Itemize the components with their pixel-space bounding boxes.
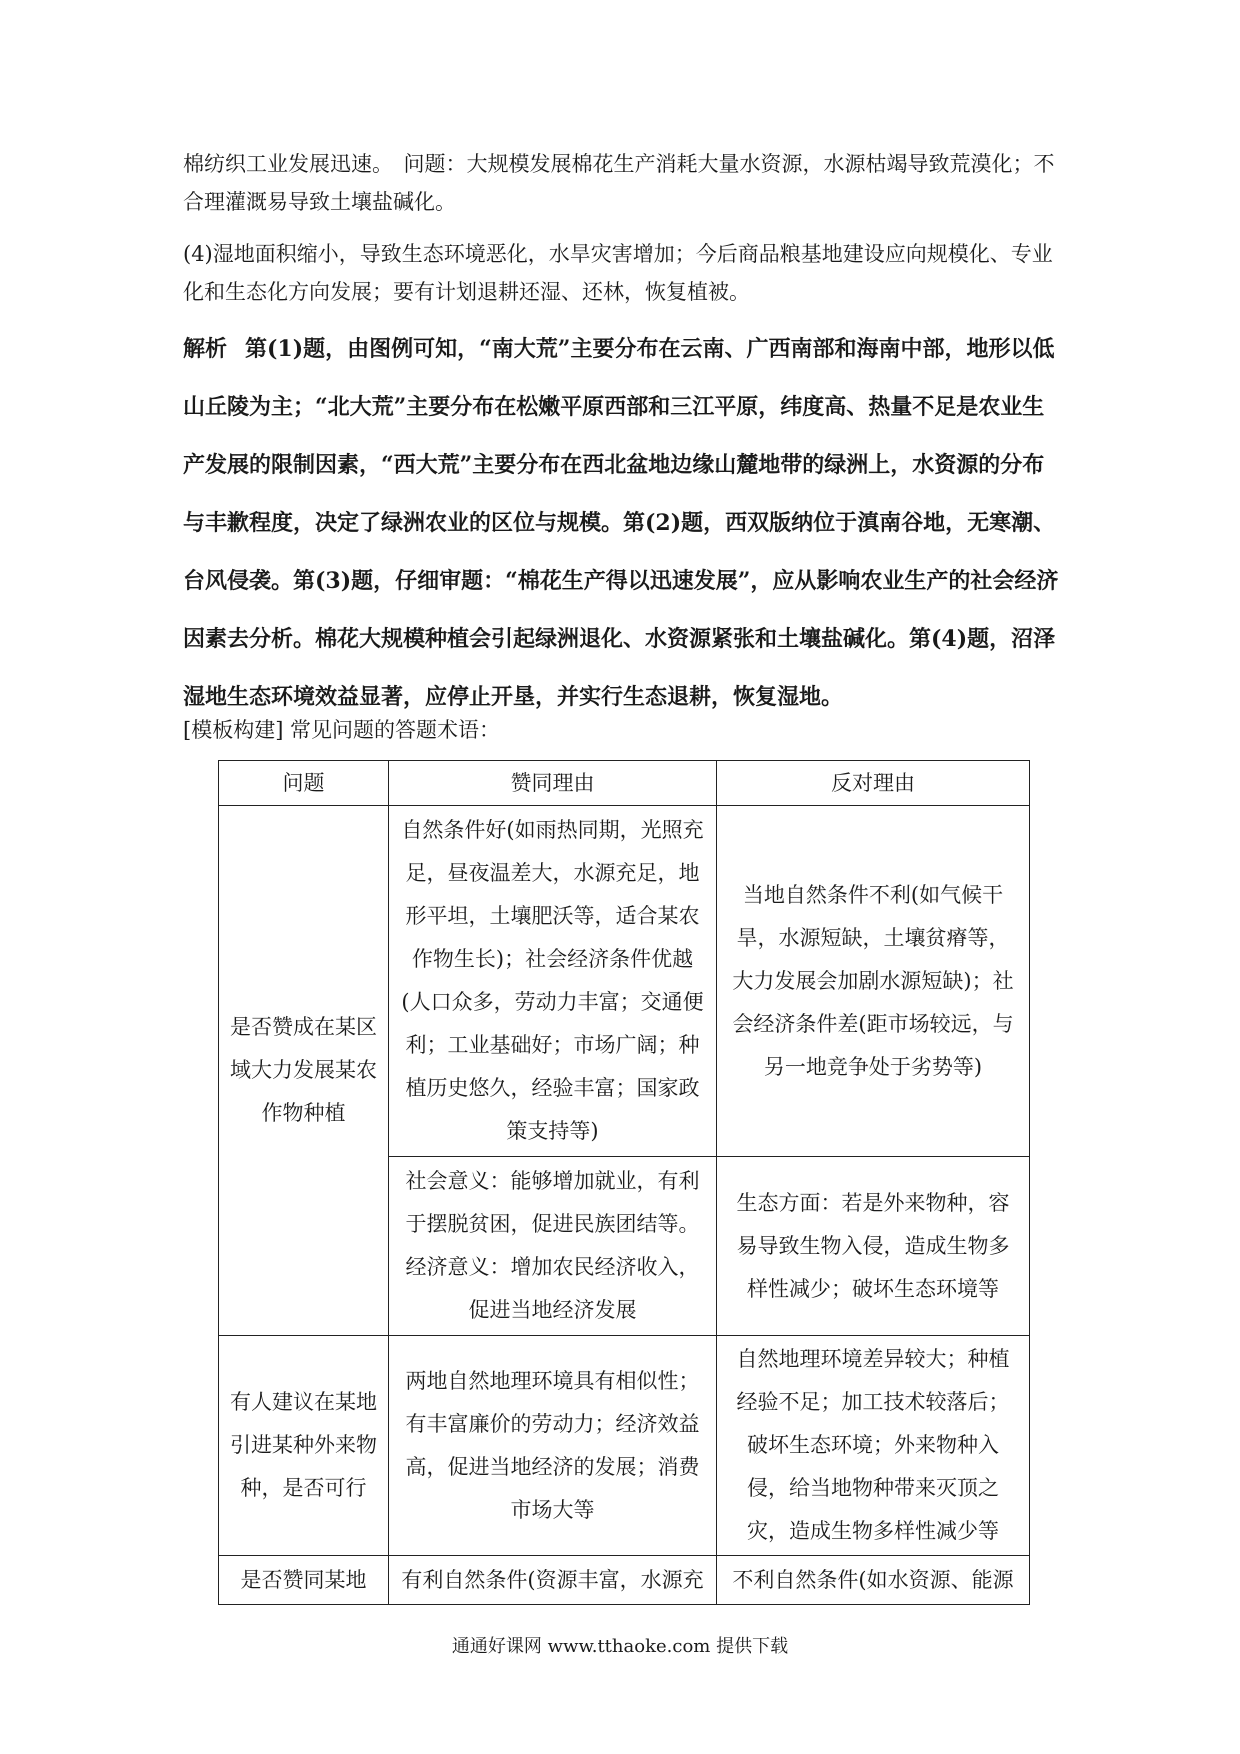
agree-cell: 两地自然地理环境具有相似性；有丰富廉价的劳动力；经济效益高，促进当地经济的发展；消费市场大等: [389, 1336, 717, 1556]
oppose-cell: 不利自然条件(如水资源、能源: [717, 1556, 1030, 1605]
agree-cell: 社会意义：能够增加就业，有利于摆脱贫困，促进民族团结等。经济意义：增加农民经济收入，促进当地经济发展: [389, 1157, 717, 1336]
table-row: [219, 1336, 1030, 1556]
header-oppose: 反对理由: [717, 761, 1030, 806]
page-footer: 通通好课网 www.tthaoke.com 提供下载: [451, 1636, 789, 1657]
issue-cell: 有人建议在某地引进某种外来物种，是否可行: [219, 1336, 389, 1556]
analysis-tag: 解析: [183, 336, 228, 362]
table-header-row: [219, 761, 1030, 806]
agree-cell: 自然条件好(如雨热同期，光照充足，昼夜温差大，水源充足，地形平坦，土壤肥沃等，适合某农作物生长)；社会经济条件优越(人口众多，劳动力丰富；交通便利；工业基础好；市场广阔；种植历史悠久，经验丰富；国家政策支持等): [389, 806, 717, 1157]
answer-part3: 棉纺织工业发展迅速。 问题：大规模发展棉花生产消耗大量水资源，水源枯竭导致荒漠化；不合理灌溉易导致土壤盐碱化。: [183, 152, 1055, 214]
oppose-cell: 当地自然条件不利(如气候干旱，水源短缺，土壤贫瘠等，大力发展会加剧水源短缺)；社会经济条件差(距市场较远，与另一地竞争处于劣势等): [717, 806, 1030, 1157]
answer-part4: (4)湿地面积缩小，导致生态环境恶化，水旱灾害增加；今后商品粮基地建设应向规模化、专业化和生态化方向发展；要有计划退耕还湿、还林，恢复植被。: [183, 242, 1053, 304]
table-row: [219, 1556, 1030, 1605]
issue-cell: 是否赞同某地: [219, 1556, 389, 1605]
template-intro: [模板构建] 常见问题的答题术语：: [183, 718, 501, 742]
oppose-cell: 自然地理环境差异较大；种植经验不足；加工技术较落后；破坏生态环境；外来物种入侵，给当地物种带来灭顶之灾，造成生物多样性减少等: [717, 1336, 1030, 1556]
table-row: [219, 806, 1030, 1157]
header-issue: 问题: [219, 761, 389, 806]
header-agree: 赞同理由: [389, 761, 717, 806]
agree-cell: 有利自然条件(资源丰富，水源充: [389, 1556, 717, 1605]
analysis-paragraph: [183, 320, 1063, 726]
oppose-cell: 生态方面：若是外来物种，容易导致生物入侵，造成生物多样性减少；破坏生态环境等: [717, 1157, 1030, 1336]
answer-terms-table: [218, 760, 1030, 1605]
issue-cell: 是否赞成在某区域大力发展某农作物种植: [219, 806, 389, 1336]
analysis-text: 第(1)题，由图例可知，“南大荒”主要分布在云南、广西南部和海南中部，地形以低山丘陵为主；“北大荒”主要分布在松嫩平原西部和三江平原，纬度高、热量不足是农业生产发展的限制因素，“西大荒”主要分布在西北盆地边缘山麓地带的绿洲上，水资源的分布与丰歉程度，决定了绿洲农业的区位与规模。第(2)题，西双版纳位于滇南谷地，无寒潮、台风侵袭。第(3)题，仔细审题：“棉花生产得以迅速发展”，应从影响农业生产的社会经济因素去分析。棉花大规模种植会引起绿洲退化、水资源紧张和土壤盐碱化。第(4)题，沼泽湿地生态环境效益显著，应停止开垦，并实行生态退耕，恢复湿地。: [183, 336, 1059, 710]
